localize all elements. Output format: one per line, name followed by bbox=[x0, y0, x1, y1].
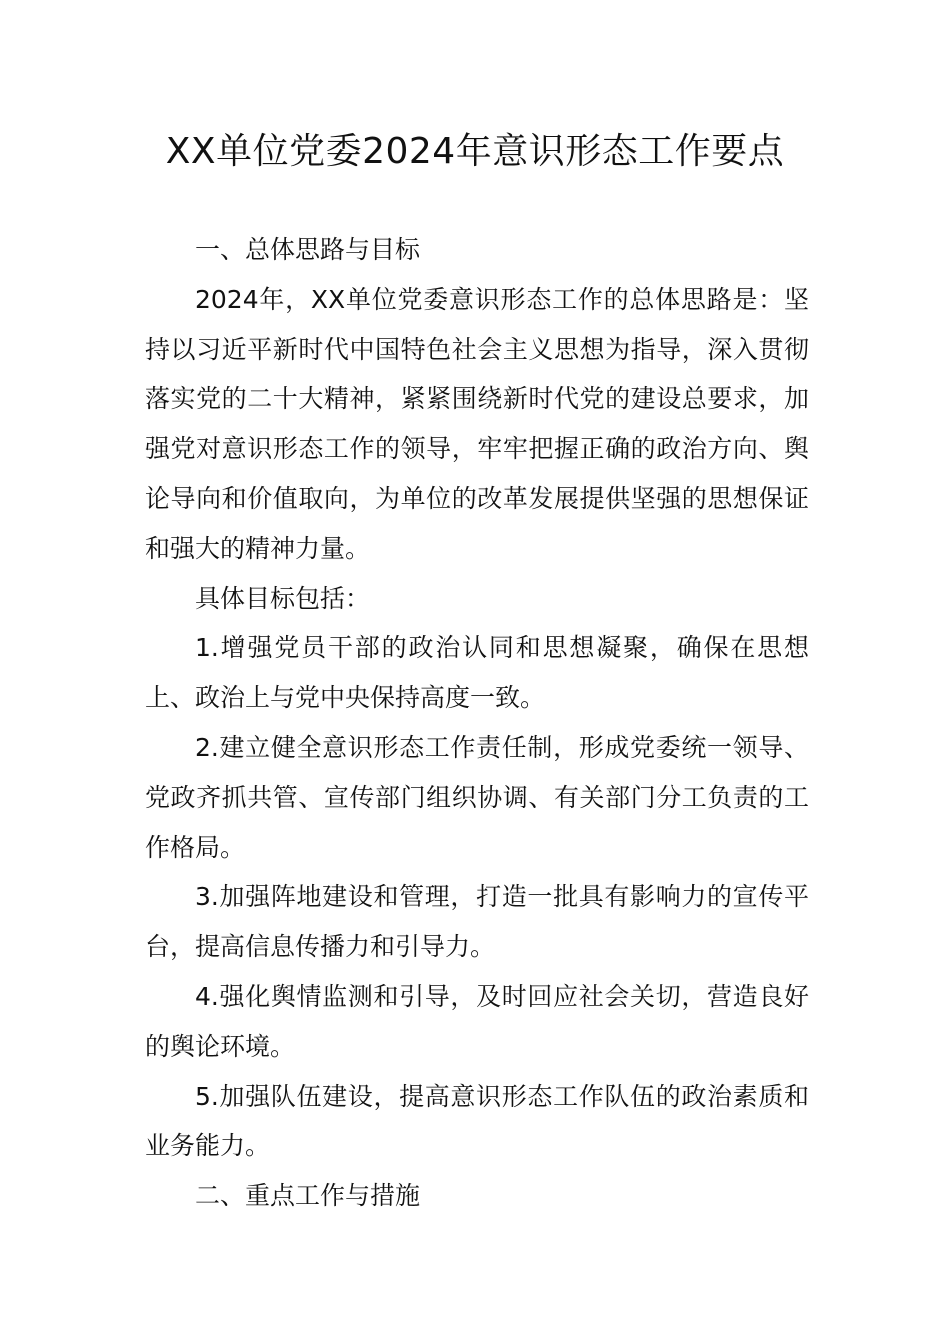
goal-item-1: 1.增强党员干部的政治认同和思想凝聚，确保在思想上、政治上与党中央保持高度一致。 bbox=[145, 633, 809, 713]
section-heading-1: 一、总体思路与目标 bbox=[195, 235, 421, 264]
document-body bbox=[145, 225, 809, 1221]
section-heading-2: 二、重点工作与措施 bbox=[195, 1181, 421, 1211]
goal-item-3: 3.加强阵地建设和管理，打造一批具有影响力的宣传平台，提高信息传播力和引导力。 bbox=[145, 882, 809, 962]
document-title: XX单位党委2024年意识形态工作要点 bbox=[165, 131, 785, 172]
goals-intro: 具体目标包括： bbox=[195, 583, 371, 613]
goal-item-4: 4.强化舆情监测和引导，及时回应社会关切，营造良好的舆论环境。 bbox=[145, 981, 809, 1061]
goal-item-2: 2.建立健全意识形态工作责任制，形成党委统一领导、党政齐抓共管、宣传部门组织协调、有关部门分工负责的工作格局。 bbox=[145, 732, 809, 862]
overall-paragraph: 2024年，XX单位党委意识形态工作的总体思路是：坚持以习近平新时代中国特色社会主义思想为指导，深入贯彻落实党的二十大精神，紧紧围绕新时代党的建设总要求，加强党对意识形态工作的领导，牢牢把握正确的政治方向、舆论导向和价值取向，为单位的改革发展提供坚强的思想保证和强大的精神力量。 bbox=[145, 284, 809, 563]
goal-item-5: 5.加强队伍建设，提高意识形态工作队伍的政治素质和业务能力。 bbox=[145, 1081, 809, 1161]
